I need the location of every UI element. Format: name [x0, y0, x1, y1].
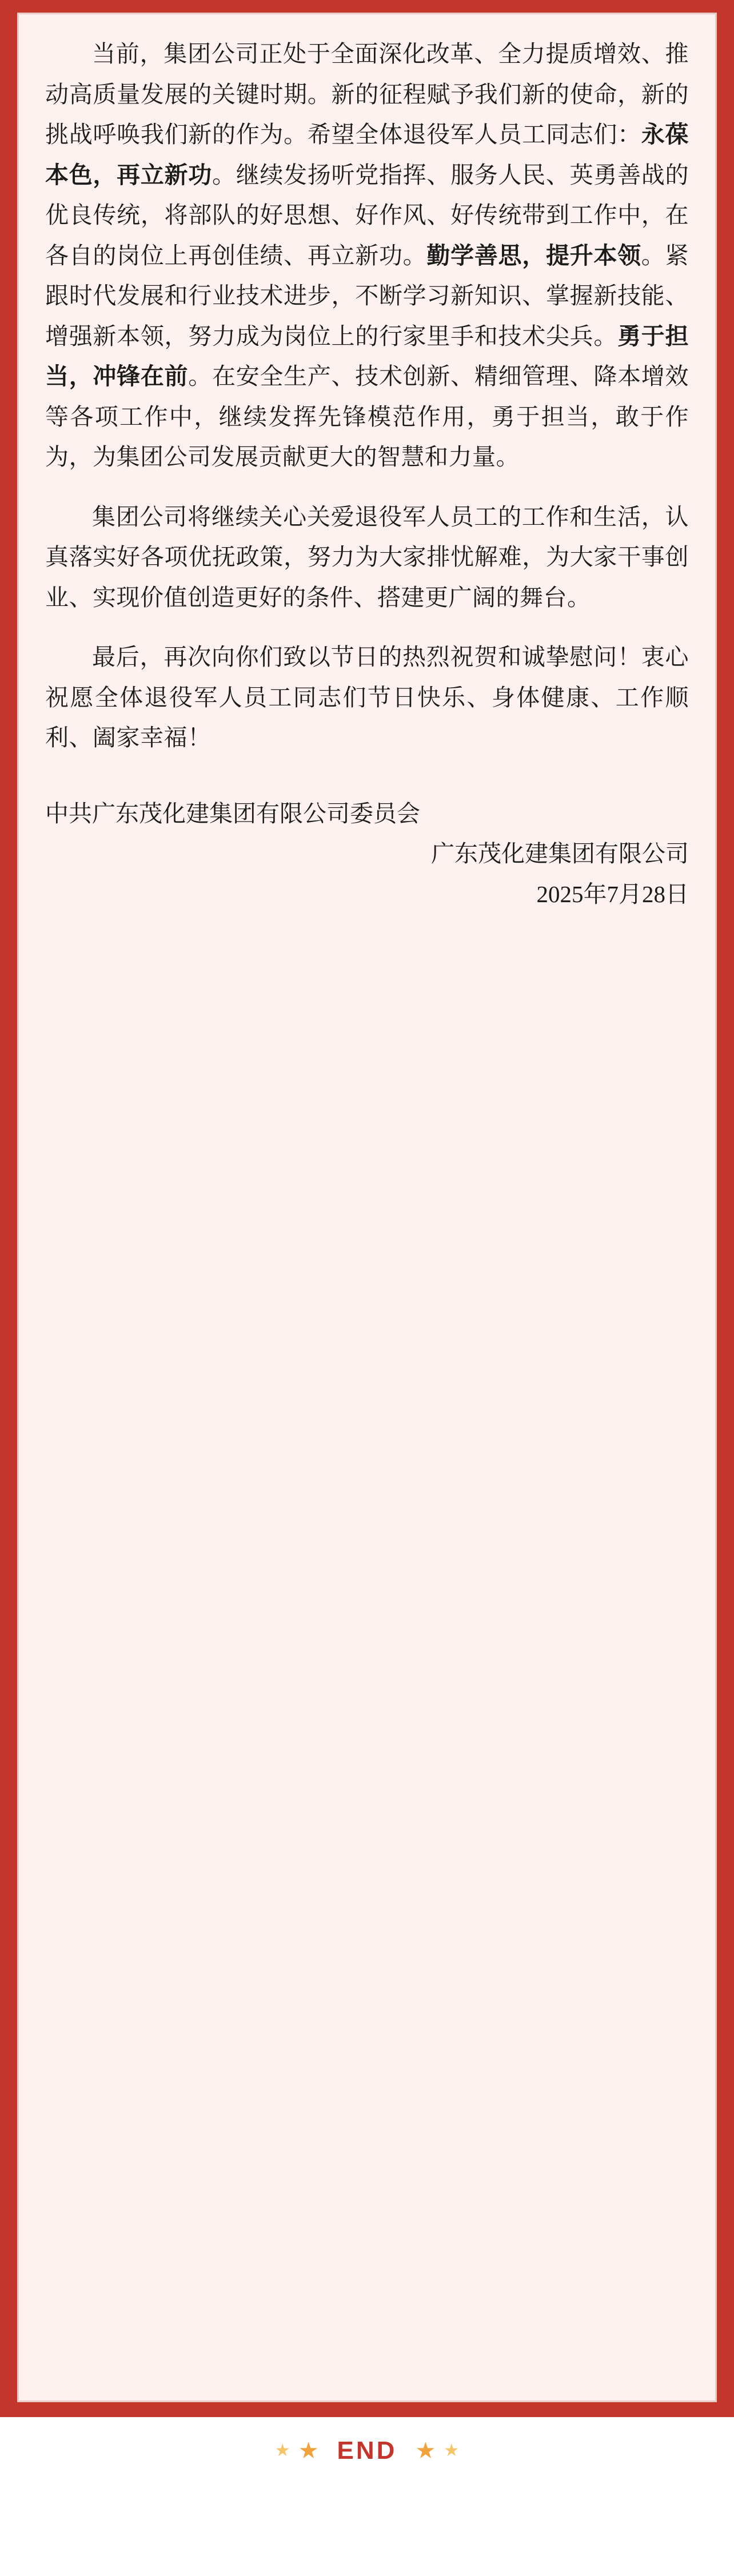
star-icon-left-outer: ★	[274, 2441, 290, 2460]
document-paper	[17, 13, 717, 2402]
end-label: END	[337, 2437, 397, 2465]
body-text: 集团公司将继续关心关爱退役军人员工的工作和生活，认真落实好各项优抚政策，努力为大家排忧解难，为大家干事创业、实现价值创造更好的条件、搭建更广阔的舞台。	[45, 503, 689, 611]
star-icon-right-outer: ★	[444, 2441, 460, 2460]
star-icon-right-inner: ★	[415, 2438, 436, 2463]
end-banner	[0, 2417, 734, 2488]
signature-organization-party: 中共广东茂化建集团有限公司委员会	[45, 800, 420, 827]
body-text: 。在安全生产、技术创新、精细管理、降本增效等各项工作中，继续发挥先锋模范作用，勇于担当，敢于作为，为集团公司发展贡献更大的智慧和力量。	[45, 363, 689, 470]
body-text: 。紧跟时代发展和行业技术进步，不断学习新知识、掌握新技能、增强新本领，努力成为岗位上的行家里手和技术尖兵。	[45, 242, 689, 349]
body-text: 最后，再次向你们致以节日的热烈祝贺和诚挚慰问！衷心祝愿全体退役军人员工同志们节日快乐、身体健康、工作顺利、阖家幸福！	[45, 644, 689, 751]
signature-organization-company: 广东茂化建集团有限公司	[431, 840, 689, 867]
document-body	[45, 34, 689, 758]
signature-date: 2025年7月28日	[536, 880, 689, 907]
emphasis-text: 勤学善思，提升本领	[426, 242, 641, 269]
paragraph-3	[45, 637, 689, 758]
star-icon-left-inner: ★	[298, 2438, 319, 2463]
body-text: 当前，集团公司正处于全面深化改革、全力提质增效、推动高质量发展的关键时期。新的征程赋予我们新的使命，新的挑战呼唤我们新的作为。希望全体退役军人员工同志们：	[45, 41, 689, 148]
emphasis-text: 勇于担当，冲锋在前	[45, 322, 689, 390]
body-text: 。继续发扬听党指挥、服务人民、英勇善战的优良传统，将部队的好思想、好作风、好传统带到工作中，在各自的岗位上再创佳绩、再立新功。	[45, 161, 689, 269]
signature-block	[45, 793, 689, 915]
emphasis-text: 永葆本色，再立新功	[45, 121, 689, 188]
paragraph-1	[45, 34, 689, 477]
paragraph-2	[45, 497, 689, 618]
